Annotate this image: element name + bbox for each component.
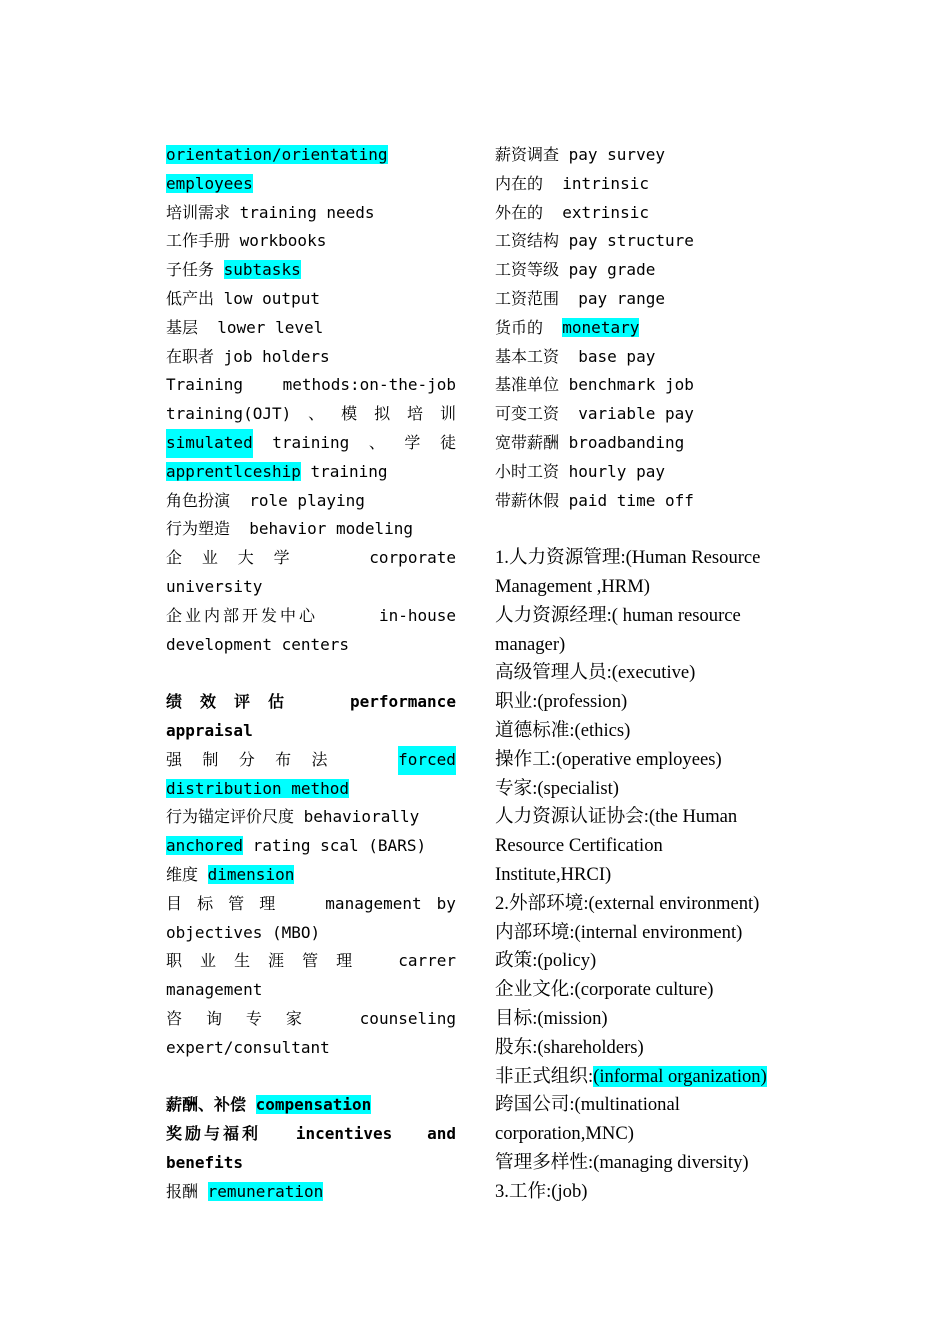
term-cn: 报酬 [166, 1181, 208, 1201]
word: 咨 [166, 1008, 183, 1028]
highlighted-term: forced [398, 746, 456, 775]
text-line: 企业文化:(corporate culture) [495, 979, 714, 1001]
text-line [166, 861, 456, 890]
word: 管 [302, 951, 319, 971]
word: 奖励与福利 [166, 1124, 262, 1144]
word: counseling [359, 1008, 456, 1028]
right-column [495, 141, 795, 1206]
text-line [166, 371, 456, 400]
text-line: 内在的 intrinsic [495, 173, 649, 193]
word: 分 [238, 749, 255, 769]
highlighted-term: distribution method [166, 778, 350, 798]
word: 家 [285, 1008, 302, 1028]
text-line [166, 141, 456, 170]
word: performance [349, 692, 456, 712]
text-line: 工资结构 pay structure [495, 231, 694, 251]
text-line: 管理多样性:(managing diversity) [495, 1151, 749, 1173]
word: 、 [308, 404, 325, 424]
text-line: 行为塑造 behavior modeling [166, 519, 414, 539]
word: 目 [166, 893, 183, 913]
text-line: 带薪休假 paid time off [495, 490, 694, 510]
section-heading: appraisal [166, 720, 253, 740]
text-line: 行为锚定评价尺度 behaviorally [166, 807, 420, 827]
text-line: 政策:(policy) [495, 950, 597, 972]
highlighted-term: (informal organization) [593, 1065, 767, 1087]
word: incentives [295, 1124, 393, 1144]
text-line: 内部环境:(internal environment) [495, 921, 743, 943]
word: 管 [228, 893, 245, 913]
text-line: 基本工资 base pay [495, 346, 656, 366]
word: management [325, 893, 422, 913]
text-line [495, 314, 795, 343]
text-line [166, 544, 456, 573]
word: 徒 [439, 432, 456, 452]
word: 拟 [374, 404, 391, 424]
text-line: 外在的 extrinsic [495, 202, 649, 222]
text-line: 工资范围 pay range [495, 288, 665, 308]
text-line: development centers [166, 634, 350, 654]
text-line: management [166, 980, 263, 1000]
word: 企 [166, 548, 183, 568]
highlighted-term: compensation [255, 1095, 372, 1115]
text-line: Institute,HRCI) [495, 863, 612, 885]
text-line: 工资等级 pay grade [495, 260, 656, 280]
word: in-house [378, 605, 456, 625]
word: training [300, 461, 388, 481]
word: carrer [398, 951, 456, 971]
text-line: 基层 lower level [166, 317, 324, 337]
word: 强 [166, 749, 183, 769]
word: Training [166, 375, 244, 395]
word: 涯 [268, 951, 285, 971]
text-line: 目标:(mission) [495, 1007, 608, 1029]
text-line: expert/consultant [166, 1037, 330, 1057]
word: 职 [166, 951, 183, 971]
word: 模 [341, 404, 358, 424]
section-heading [166, 688, 456, 717]
text-line: 工作手册 workbooks [166, 231, 327, 251]
word: 企业内部开发中心 [166, 605, 319, 625]
word: 培 [407, 404, 424, 424]
text-line [166, 429, 456, 458]
text-line [166, 400, 456, 429]
text-line [166, 458, 456, 487]
text-line: 培训需求 training needs [166, 202, 375, 222]
text-line [166, 775, 456, 804]
word: corporate [369, 548, 456, 568]
text-line: 角色扮演 role playing [166, 490, 365, 510]
text-line: 可变工资 variable pay [495, 404, 694, 424]
word: 学 [404, 432, 421, 452]
text-line: objectives (MBO) [166, 922, 321, 942]
text-line [166, 832, 456, 861]
word: 绩 [166, 692, 183, 712]
highlighted-term: employees [166, 173, 253, 193]
highlighted-term: dimension [207, 864, 295, 884]
text-line [166, 256, 456, 285]
highlighted-term: monetary [562, 317, 640, 337]
word: 制 [202, 749, 219, 769]
term-cn: 维度 [166, 864, 208, 884]
text-line [166, 746, 456, 775]
word: 业 [201, 548, 218, 568]
term-cn: 子任务 [166, 260, 224, 280]
left-column [166, 141, 456, 1206]
section-heading [166, 1120, 456, 1149]
text-line [166, 1005, 456, 1034]
text-line [166, 602, 456, 631]
word: 法 [311, 749, 328, 769]
text-line: manager) [495, 633, 566, 655]
highlighted-term: remuneration [207, 1181, 324, 1201]
word: 理 [259, 893, 276, 913]
text-line: 人力资源认证协会:(the Human [495, 806, 738, 828]
word: by [436, 893, 456, 913]
word: rating scal (BARS) [243, 836, 427, 856]
word: 、 [368, 432, 385, 452]
highlighted-term: simulated [166, 429, 253, 458]
word: 估 [268, 692, 285, 712]
text-line [166, 170, 456, 199]
text-line: 2.外部环境:(external environment) [495, 892, 760, 914]
word: methods:on-the-job [282, 375, 456, 395]
text-line [166, 1178, 456, 1207]
text-line [166, 890, 456, 919]
text-line: 操作工:(operative employees) [495, 748, 722, 770]
word: 询 [205, 1008, 222, 1028]
highlighted-term: orientation/orientating [166, 145, 388, 164]
highlighted-term: anchored [166, 836, 244, 856]
term-cn: 非正式组织: [495, 1065, 594, 1087]
word: and [427, 1124, 456, 1144]
text-line: 宽带薪酬 broadbanding [495, 432, 685, 452]
text-line: 小时工资 hourly pay [495, 461, 665, 481]
text-line: 在职者 job holders [166, 346, 330, 366]
term-cn: 货币的 [495, 317, 563, 337]
word: 大 [237, 548, 254, 568]
text-line: 人力资源经理:( human resource [495, 604, 741, 626]
text-line [495, 1063, 795, 1092]
word: 薪酬、补偿 [166, 1095, 256, 1115]
text-line: 股东:(shareholders) [495, 1036, 644, 1058]
word: training [272, 432, 350, 452]
word: 专 [245, 1008, 262, 1028]
text-line [166, 947, 456, 976]
word: 学 [273, 548, 290, 568]
word: 生 [234, 951, 251, 971]
highlighted-term: subtasks [223, 260, 301, 280]
highlighted-term: apprentlceship [166, 461, 301, 481]
word: 评 [234, 692, 251, 712]
text-line: university [166, 576, 263, 596]
word: 业 [200, 951, 217, 971]
text-line: 薪资调查 pay survey [495, 145, 665, 164]
word: 效 [200, 692, 217, 712]
text-line: 道德标准:(ethics) [495, 719, 631, 741]
text-line: 3.工作:(job) [495, 1180, 588, 1202]
text-line: 高级管理人员:(executive) [495, 662, 696, 684]
word: 理 [336, 951, 353, 971]
text-line: Management ,HRM) [495, 575, 650, 597]
text-line: Resource Certification [495, 835, 663, 857]
text-line: 专家:(specialist) [495, 777, 619, 799]
word: 标 [197, 893, 214, 913]
text-line: 跨国公司:(multinational [495, 1094, 680, 1116]
word: 训 [439, 404, 456, 424]
word: 布 [275, 749, 292, 769]
text-line: 基准单位 benchmark job [495, 375, 694, 395]
text-line: corporation,MNC) [495, 1123, 634, 1145]
section-heading: benefits [166, 1152, 244, 1172]
text-line: 低产出 low output [166, 288, 320, 308]
word: training(OJT) [166, 404, 292, 424]
section-heading [166, 1091, 456, 1120]
text-line: 1.人力资源管理:(Human Resource [495, 547, 761, 569]
text-line: 职业:(profession) [495, 691, 628, 713]
